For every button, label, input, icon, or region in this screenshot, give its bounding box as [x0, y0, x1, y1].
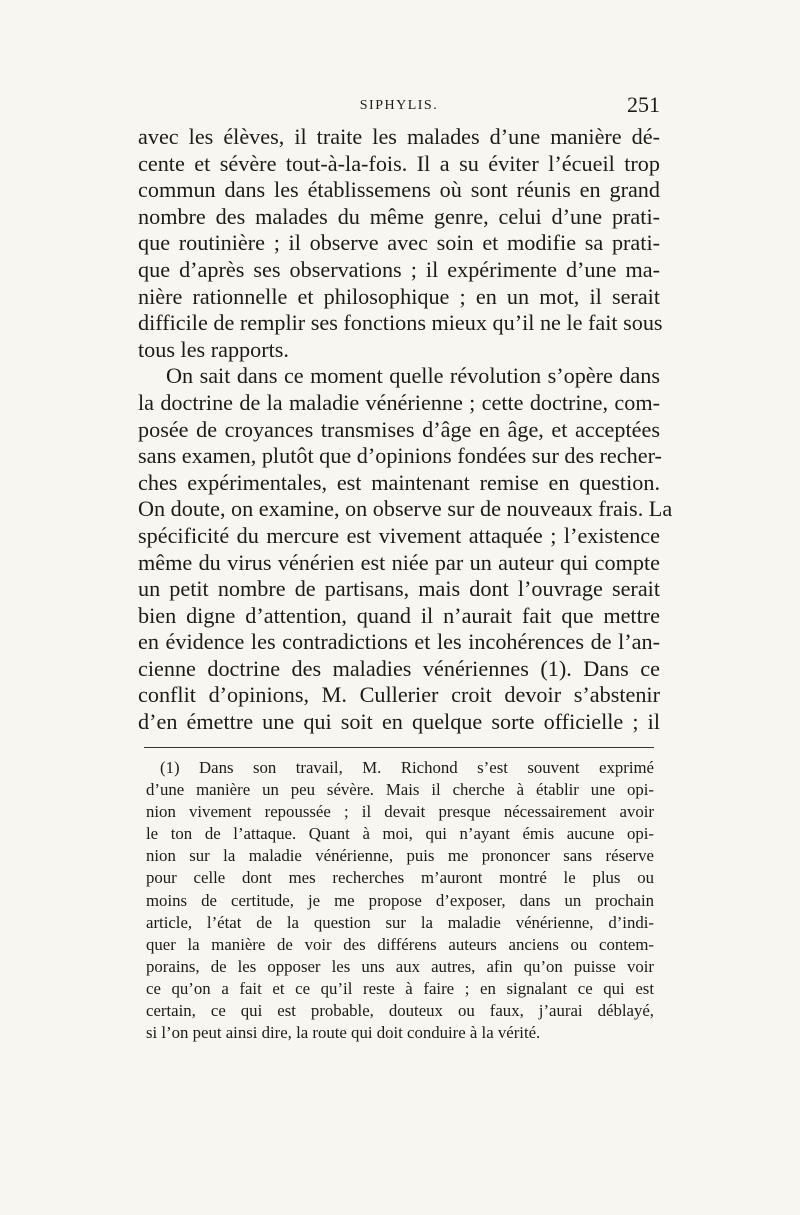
body-line: que d’après ses observations ; il expérimente d’une ma- [138, 256, 660, 282]
body-line: On doute, on examine, on observe sur de nouveaux frais. La [138, 496, 673, 522]
footnote-line: nion sur la maladie vénérienne, puis me prononcer sans réserve [146, 846, 654, 866]
body-line: même du virus vénérien est niée par un auteur qui compte [138, 549, 660, 575]
footnote-line: nion vivement repoussée ; il devait presque nécessairement avoir [146, 802, 654, 822]
body-line: d’en émettre une qui soit en quelque sorte officielle ; il [138, 709, 660, 735]
body-line: posée de croyances transmises d’âge en âge, et acceptées [138, 416, 660, 442]
body-line: la doctrine de la maladie vénérienne ; cette doctrine, com- [138, 389, 660, 415]
running-title: SIPHYLIS. [359, 98, 439, 113]
page-number: 251 [627, 92, 660, 117]
body-line: ches expérimentales, est maintenant remise en question. [138, 469, 660, 495]
body-line: avec les élèves, il traite les malades d’une manière dé- [138, 124, 660, 149]
body-text [138, 124, 673, 736]
body-line: spécificité du mercure est vivement attaquée ; l’existence [138, 522, 660, 548]
body-line: conflit d’opinions, M. Cullerier croit devoir s’abstenir [138, 682, 660, 708]
footnote-separator [144, 747, 654, 748]
body-line: difficile de remplir ses fonctions mieux qu’il ne le fait sous [138, 310, 663, 336]
body-line: commun dans les établissemens où sont réunis en grand [138, 177, 660, 203]
footnote-line: porains, de les opposer les uns aux autres, afin qu’on puisse voir [146, 956, 654, 976]
body-line: bien digne d’attention, quand il n’aurait fait que mettre [138, 602, 660, 628]
footnote-line: ce qu’on a fait et ce qu’il reste à faire ; en signalant ce qui est [146, 978, 654, 998]
footnote-line: moins de certitude, je me propose d’exposer, dans un prochain [146, 890, 654, 910]
body-line: On sait dans ce moment quelle révolution s’opère dans [166, 363, 660, 389]
body-line: nière rationnelle et philosophique ; en un mot, il serait [138, 283, 660, 309]
footnote-line: quer la manière de voir des différens auteurs anciens ou contem- [146, 934, 654, 954]
footnote-line: pour celle dont mes recherches m’auront montré le plus ou [146, 868, 654, 888]
body-line: cienne doctrine des maladies vénériennes (1). Dans ce [138, 655, 660, 681]
body-line: en évidence les contradictions et les incohérences de l’an- [138, 629, 660, 655]
footnote-line: certain, ce qui est probable, douteux ou faux, j’aurai déblayé, [146, 1001, 654, 1021]
footnote-line: si l’on peut ainsi dire, la route qui doit conduire à la vérité. [146, 1023, 541, 1043]
footnote-line: (1) Dans son travail, M. Richond s’est souvent exprimé [160, 758, 654, 777]
body-line: que routinière ; il observe avec soin et modifie sa prati- [138, 230, 660, 256]
footnote-line: d’une manière un peu sévère. Mais il cherche à établir une opi- [146, 780, 654, 800]
footnote-line: le ton de l’attaque. Quant à moi, qui n’ayant émis aucune opi- [146, 824, 654, 844]
body-line: nombre des malades du même genre, celui d’une prati- [138, 203, 660, 229]
page-header [138, 94, 660, 118]
footnote-line: article, l’état de la question sur la maladie vénérienne, d’indi- [146, 912, 654, 932]
body-line: un petit nombre de partisans, mais dont l’ouvrage serait [138, 576, 660, 602]
body-line: tous les rapports. [138, 336, 289, 362]
body-line: sans examen, plutôt que d’opinions fondées sur des recher- [138, 443, 662, 469]
body-line: cente et sévère tout-à-la-fois. Il a su éviter l’écueil trop [138, 150, 660, 176]
footnote [146, 757, 654, 1044]
